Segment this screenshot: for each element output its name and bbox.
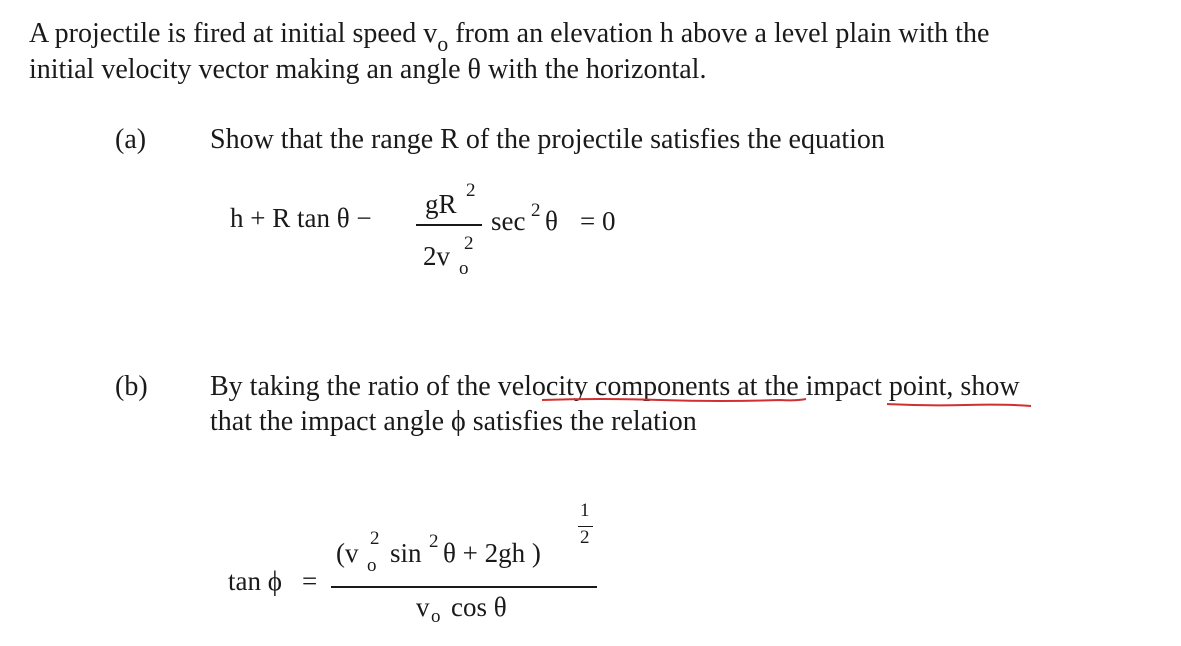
- part-a-label: (a): [115, 124, 147, 155]
- part-b-fraction-bar: [331, 586, 597, 588]
- part-a-theta: θ: [545, 206, 558, 236]
- part-b-label: (b): [115, 371, 148, 402]
- part-a-lhs: h + R tan θ −: [230, 203, 372, 233]
- part-b-den-rest: cos θ: [451, 592, 507, 622]
- part-a-denominator-sub: o: [459, 258, 469, 279]
- part-a-denominator: 2v: [423, 241, 450, 271]
- underlined-impact-point: impact point: [805, 371, 947, 402]
- part-b-lhs: tan ϕ: [228, 566, 282, 596]
- part-a-fraction-bar: [416, 224, 482, 226]
- part-a-numerator-exp: 2: [466, 180, 476, 201]
- part-b-num-exp: 2: [370, 528, 380, 549]
- part-b-num-sin-exp: 2: [429, 531, 439, 552]
- part-b-line-1: By taking the ratio of the velocity components at the impact point, show: [210, 371, 1020, 402]
- part-b-power-den: 2: [580, 527, 590, 548]
- intro-line-1: A projectile is fired at initial speed $v_o$ from an elevation h above a level plain with the: [29, 18, 990, 56]
- part-a-denominator-exp: 2: [464, 233, 474, 254]
- part-b-num-open: (v: [336, 538, 359, 568]
- intro-line-2: initial velocity vector making an angle θ with the horizontal.: [29, 54, 707, 85]
- part-b-num-rest: θ + 2gh ): [443, 538, 541, 568]
- part-b-num-sub: o: [367, 555, 377, 576]
- part-b-den-sub: o: [431, 606, 441, 627]
- part-a-numerator: gR: [425, 189, 457, 219]
- part-a-sec: sec: [491, 206, 526, 236]
- part-b-den-v: v: [416, 592, 430, 622]
- part-b-equals: =: [302, 566, 318, 596]
- part-b-num-sin: sin: [390, 538, 422, 568]
- red-underline-impact-point: [885, 400, 1035, 410]
- underlined-velocity-components: velocity components: [497, 371, 731, 402]
- part-b-power-num: 1: [580, 500, 590, 521]
- part-a-sec-exp: 2: [531, 200, 541, 221]
- part-a-text: Show that the range R of the projectile satisfies the equation: [210, 124, 885, 155]
- part-b-line-2: that the impact angle ϕ satisfies the relation: [210, 406, 697, 437]
- red-underline-velocity-components: [540, 396, 810, 406]
- part-a-rhs: = 0: [580, 206, 616, 236]
